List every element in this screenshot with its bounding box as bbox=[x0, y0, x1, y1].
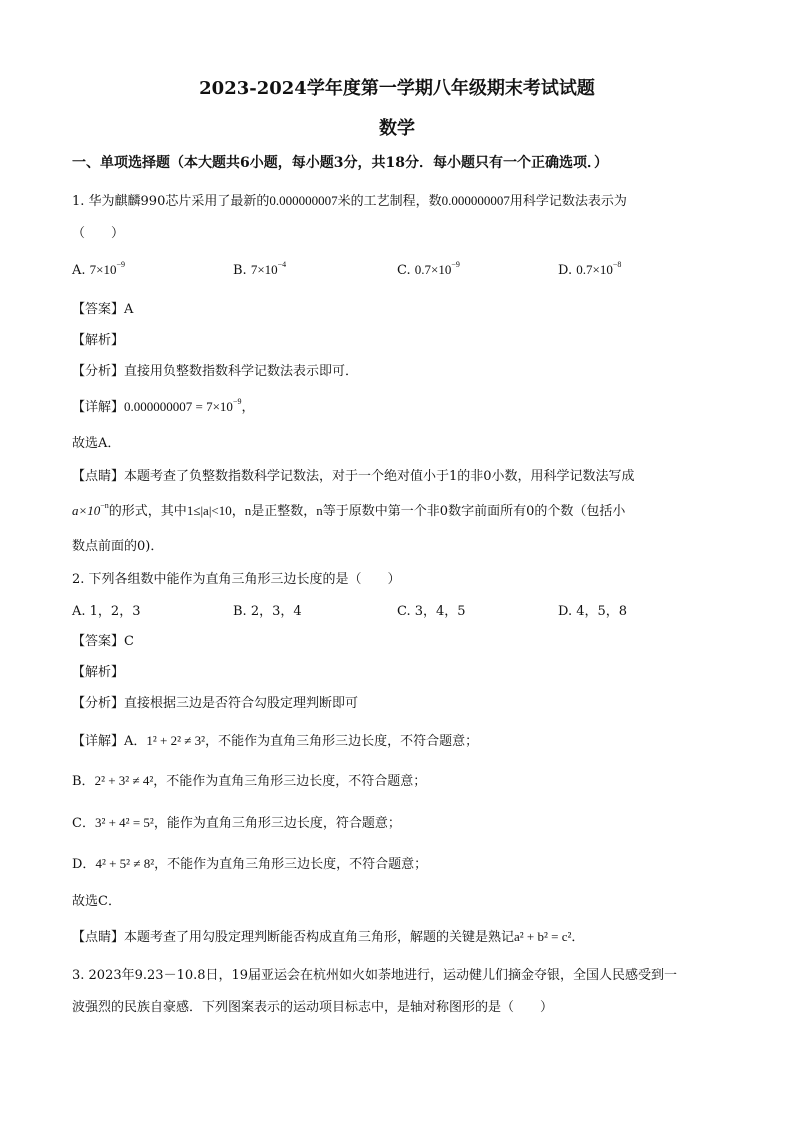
q2-answer: 【答案】C bbox=[72, 634, 134, 649]
section-heading: 一、单项选择题（本大题共6小题，每小题3分，共18分．每小题只有一个正确选项．） bbox=[72, 155, 608, 171]
subject-title: 数学 bbox=[379, 118, 415, 139]
comment-math: $a\times 10^{-n}$ bbox=[72, 501, 109, 518]
q1-answer: 【答案】A bbox=[72, 302, 134, 317]
comment-math: a² + b² = c² bbox=[514, 929, 572, 944]
q1-bracket: （ ） bbox=[72, 226, 125, 241]
q3-line-2: 波强烈的民族自豪感．下列图案表示的运动项目标志中，是轴对称图形的是（ ） bbox=[72, 1000, 554, 1015]
option-value: $7\times 10^{-9}$ bbox=[89, 260, 126, 277]
detail-math: 1² + 2² ≠ 3² bbox=[146, 733, 206, 748]
comment-inequality: 1≤|a|<10 bbox=[186, 503, 232, 518]
option-value: $0.7\times 10^{-8}$ bbox=[576, 260, 622, 277]
q1-option-d bbox=[558, 262, 621, 278]
q2-detail-d: D．4² + 5² ≠ 8²，不能作为直角三角形三边长度，不符合题意； bbox=[72, 856, 428, 872]
q2-option-d: D. 4，5，8 bbox=[558, 604, 628, 619]
q1-detail: 【详解】$0.000000007 = 7\times 10^{-9}$， bbox=[72, 397, 255, 415]
q2-analysis: 【分析】直接根据三边是否符合勾股定理判断即可 bbox=[72, 696, 359, 711]
q1-stem-c: 用科学记数法表示为 bbox=[509, 194, 627, 209]
option-letter: A. bbox=[72, 263, 86, 278]
q2-option-b: B. 2，3，4 bbox=[233, 604, 302, 619]
option-letter: D. bbox=[558, 263, 573, 278]
q2-choose: 故选C． bbox=[72, 894, 121, 909]
q2-stem: 2. 下列各组数中能作为直角三角形三边长度的是（ ） bbox=[72, 572, 401, 587]
q1-stem-b: 米的工艺制程，数 bbox=[337, 194, 442, 209]
q2-comment: 【点睛】本题考查了用勾股定理判断能否构成直角三角形，解题的关键是熟记a² + b² = c²． bbox=[72, 929, 585, 945]
q1-stem-a: 1. 华为麒麟990芯片采用了最新的 bbox=[72, 194, 270, 209]
detail-math: $0.000000007 = 7\times 10^{-9}$ bbox=[124, 397, 242, 414]
q2-detail-c: C．3² + 4² = 5²，能作为直角三角形三边长度，符合题意； bbox=[72, 815, 401, 831]
option-value: $0.7\times 10^{-9}$ bbox=[414, 260, 460, 277]
q2-option-a: A. 1，2，3 bbox=[72, 604, 141, 619]
q1-analysis: 【分析】直接用负整数指数科学记数法表示即可． bbox=[72, 364, 359, 379]
q1-option-b bbox=[233, 262, 286, 278]
detail-math: 3² + 4² = 5² bbox=[94, 815, 154, 830]
q1-num2: 0.000000007 bbox=[441, 193, 510, 208]
q1-stem bbox=[72, 190, 627, 209]
q1-comment-2: $a\times 10^{-n}$的形式，其中1≤|a|<10，n是正整数，n等于原数中第一个非0数字前面所有0的个数（包括小 bbox=[72, 501, 626, 519]
q1-comment-1: 【点睛】本题考查了负整数指数科学记数法，对于一个绝对值小于1的非0小数，用科学记数法写成 bbox=[72, 469, 635, 484]
detail-label: 【详解】 bbox=[72, 400, 125, 415]
option-letter: B. bbox=[233, 263, 247, 278]
q1-analysis-head: 【解析】 bbox=[72, 333, 125, 348]
detail-math: 2² + 3² ≠ 4² bbox=[94, 773, 154, 788]
q3-line-1: 3. 2023年9.23－10.8日，19届亚运会在杭州如火如荼地进行，运动健儿们摘金夺银，全国人民感受到一 bbox=[72, 968, 678, 983]
exam-title: 2023-2024学年度第一学期八年级期末考试试题 bbox=[199, 78, 595, 99]
q1-option-c bbox=[397, 262, 460, 278]
q2-option-c: C. 3，4，5 bbox=[397, 604, 466, 619]
q1-choose: 故选A． bbox=[72, 436, 121, 451]
option-letter: C. bbox=[397, 263, 411, 278]
option-value: $7\times 10^{-4}$ bbox=[250, 260, 287, 277]
q1-option-a bbox=[72, 262, 125, 278]
q1-comment-3: 数点前面的0)． bbox=[72, 539, 164, 554]
detail-math: 4² + 5² ≠ 8² bbox=[95, 856, 155, 871]
q2-detail-b: B．2² + 3² ≠ 4²，不能作为直角三角形三边长度，不符合题意； bbox=[72, 773, 427, 789]
q2-analysis-head: 【解析】 bbox=[72, 665, 125, 680]
q1-num1: 0.000000007 bbox=[269, 193, 338, 208]
q2-detail-a: 【详解】A．1² + 2² ≠ 3²，不能作为直角三角形三边长度，不符合题意； bbox=[72, 733, 479, 749]
